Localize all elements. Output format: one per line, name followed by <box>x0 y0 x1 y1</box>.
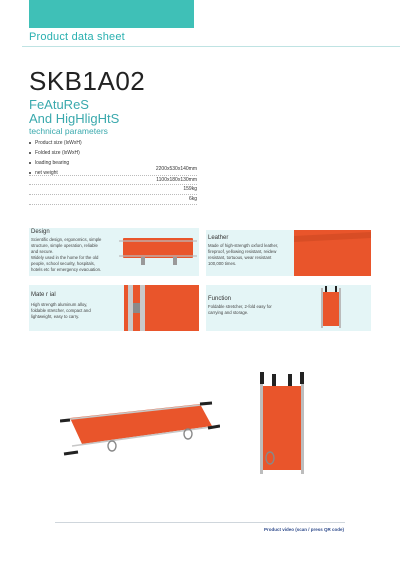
param-value-loading: 159kg <box>183 186 197 192</box>
technical-parameters-heading: technical parameters <box>29 126 108 136</box>
header-band <box>29 0 194 28</box>
material-card-text: High strength aluminum alloy, foldable stretcher, compact and lightweight, easy to carry. <box>31 302 91 319</box>
param-label-folded-size: Folded size (lxWxH) <box>29 150 80 156</box>
param-divider <box>29 175 197 176</box>
bullet-icon <box>29 172 31 174</box>
stretcher-flat-photo <box>60 396 220 462</box>
param-divider <box>29 184 197 185</box>
leather-card-text: Made of high-strength oxford leather, fireproof, yellowing resistant, reidew resistant, tortuous, wear resistant 100,000 times. <box>208 243 279 266</box>
model-number: SKB1A02 <box>29 66 146 96</box>
param-value-weight: 6kg <box>188 196 197 202</box>
stretcher-folded-photo-small <box>316 286 346 330</box>
features-heading-line1: FeAtuReS <box>29 97 89 112</box>
param-label-net-weight: net weight <box>29 170 58 176</box>
header-divider <box>22 46 400 47</box>
function-card-title: Function <box>208 296 232 302</box>
design-card-text: Scientific design, ergonomics, simple structure, simple operation, reliable and secure. Widely used in the home for the old people, school security, hospitals, hotels etc for emergency evacuation. <box>31 237 102 272</box>
stretcher-folded-photo <box>254 372 310 476</box>
param-value-folded-size: 1100x180x130mm <box>156 177 197 183</box>
param-divider <box>29 194 197 195</box>
stretcher-flat-photo-small <box>117 230 199 270</box>
design-card-title: Design <box>31 229 50 235</box>
bullet-icon <box>29 142 31 144</box>
function-card-text: Foldable stretcher, 2-fold easy for carrying and storage. <box>208 304 272 315</box>
leather-card-title: Leather <box>208 235 229 241</box>
bullet-icon <box>29 152 31 154</box>
param-label-product-size: Product size (lxWxH) <box>29 140 82 146</box>
material-card-title: Mate r ial <box>31 292 56 298</box>
features-heading-line2: And HigHligHtS <box>29 111 120 126</box>
param-label-loading-bearing: loading bearing <box>29 160 69 166</box>
leather-fabric-photo <box>294 230 371 276</box>
param-value-product-size: 2200x530x140mm <box>155 166 197 172</box>
sheet-title: Product data sheet <box>29 31 125 43</box>
footer-video-note: Product video (scan / press QR code) <box>263 527 344 532</box>
param-divider <box>29 204 197 205</box>
aluminum-frame-photo <box>124 285 199 331</box>
bullet-icon <box>29 162 31 164</box>
footer-divider <box>55 522 345 523</box>
